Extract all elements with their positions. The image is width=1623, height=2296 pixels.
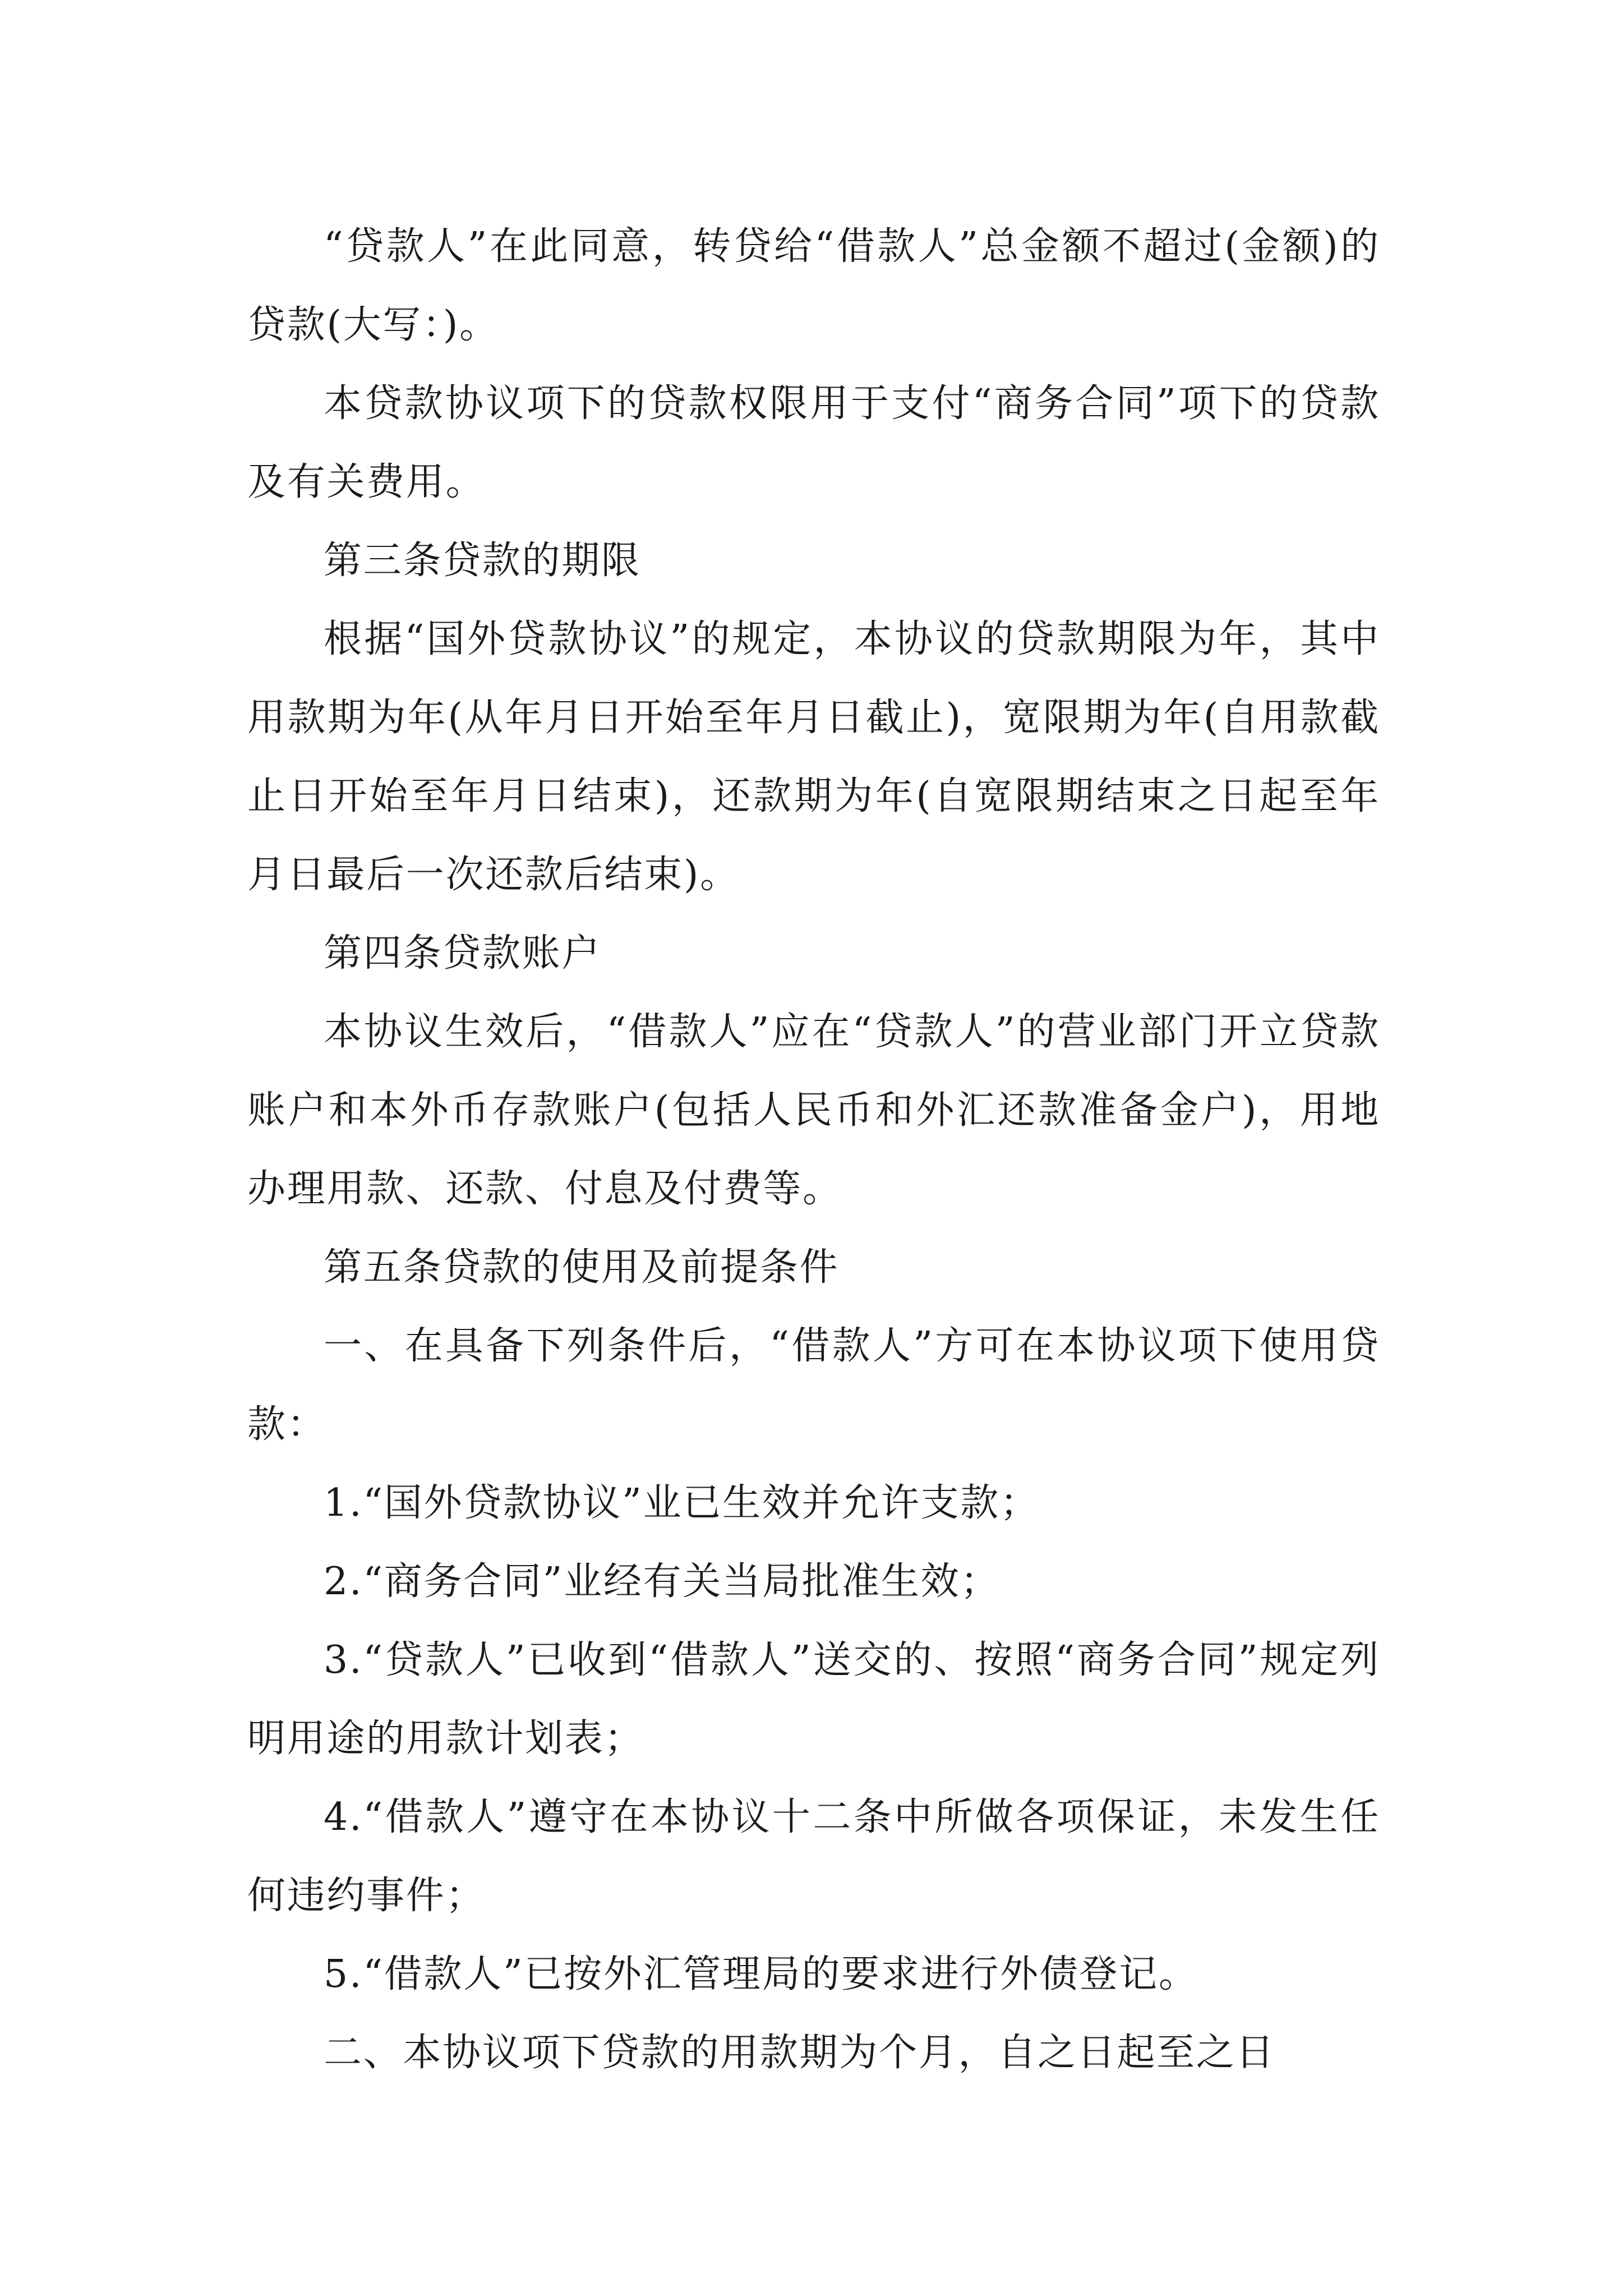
paragraph-conditions-intro: 一、在具备下列条件后，“借款人”方可在本协议项下使用贷款：: [247, 1324, 1380, 1447]
heading-article-4: 第四条贷款账户: [324, 931, 602, 976]
document-body: [247, 208, 1380, 2092]
heading-article-5: 第五条贷款的使用及前提条件: [324, 1245, 840, 1290]
condition-item-4: 4.“借款人”遵守在本协议十二条中所做各项保证，未发生任何违约事件；: [247, 1795, 1380, 1918]
paragraph-loan-term: 根据“国外贷款协议”的规定，本协议的贷款期限为年，其中用款期为年(从年月日开始至年月日截止)，宽限期为年(自用款截止日开始至年月日结束)，还款期为年(自宽限期结束之日起至年月日最后一次还款后结束)。: [247, 617, 1380, 897]
condition-item-1: 1.“国外贷款协议”业已生效并允许支款；: [324, 1481, 1040, 1525]
paragraph-loan-account: 本协议生效后，“借款人”应在“贷款人”的营业部门开立贷款账户和本外币存款账户(包括人民币和外汇还款准备金户)，用地办理用款、还款、付息及付费等。: [247, 1010, 1380, 1211]
condition-item-2: 2.“商务合同”业经有关当局批准生效；: [324, 1559, 1000, 1604]
paragraph-loan-purpose: 本贷款协议项下的贷款权限用于支付“商务合同”项下的贷款及有关费用。: [247, 381, 1380, 504]
paragraph-drawdown-period: 二、本协议项下贷款的用款期为个月，自之日起至之日: [324, 2031, 1276, 2075]
condition-item-3: 3.“贷款人”已收到“借款人”送交的、按照“商务合同”规定列明用途的用款计划表；: [247, 1638, 1380, 1761]
condition-item-5: 5.“借款人”已按外汇管理局的要求进行外债登记。: [324, 1952, 1198, 1996]
paragraph-loan-amount: “贷款人”在此同意，转贷给“借款人”总金额不超过(金额)的贷款(大写：)。: [247, 224, 1380, 347]
heading-article-3: 第三条贷款的期限: [324, 539, 641, 583]
